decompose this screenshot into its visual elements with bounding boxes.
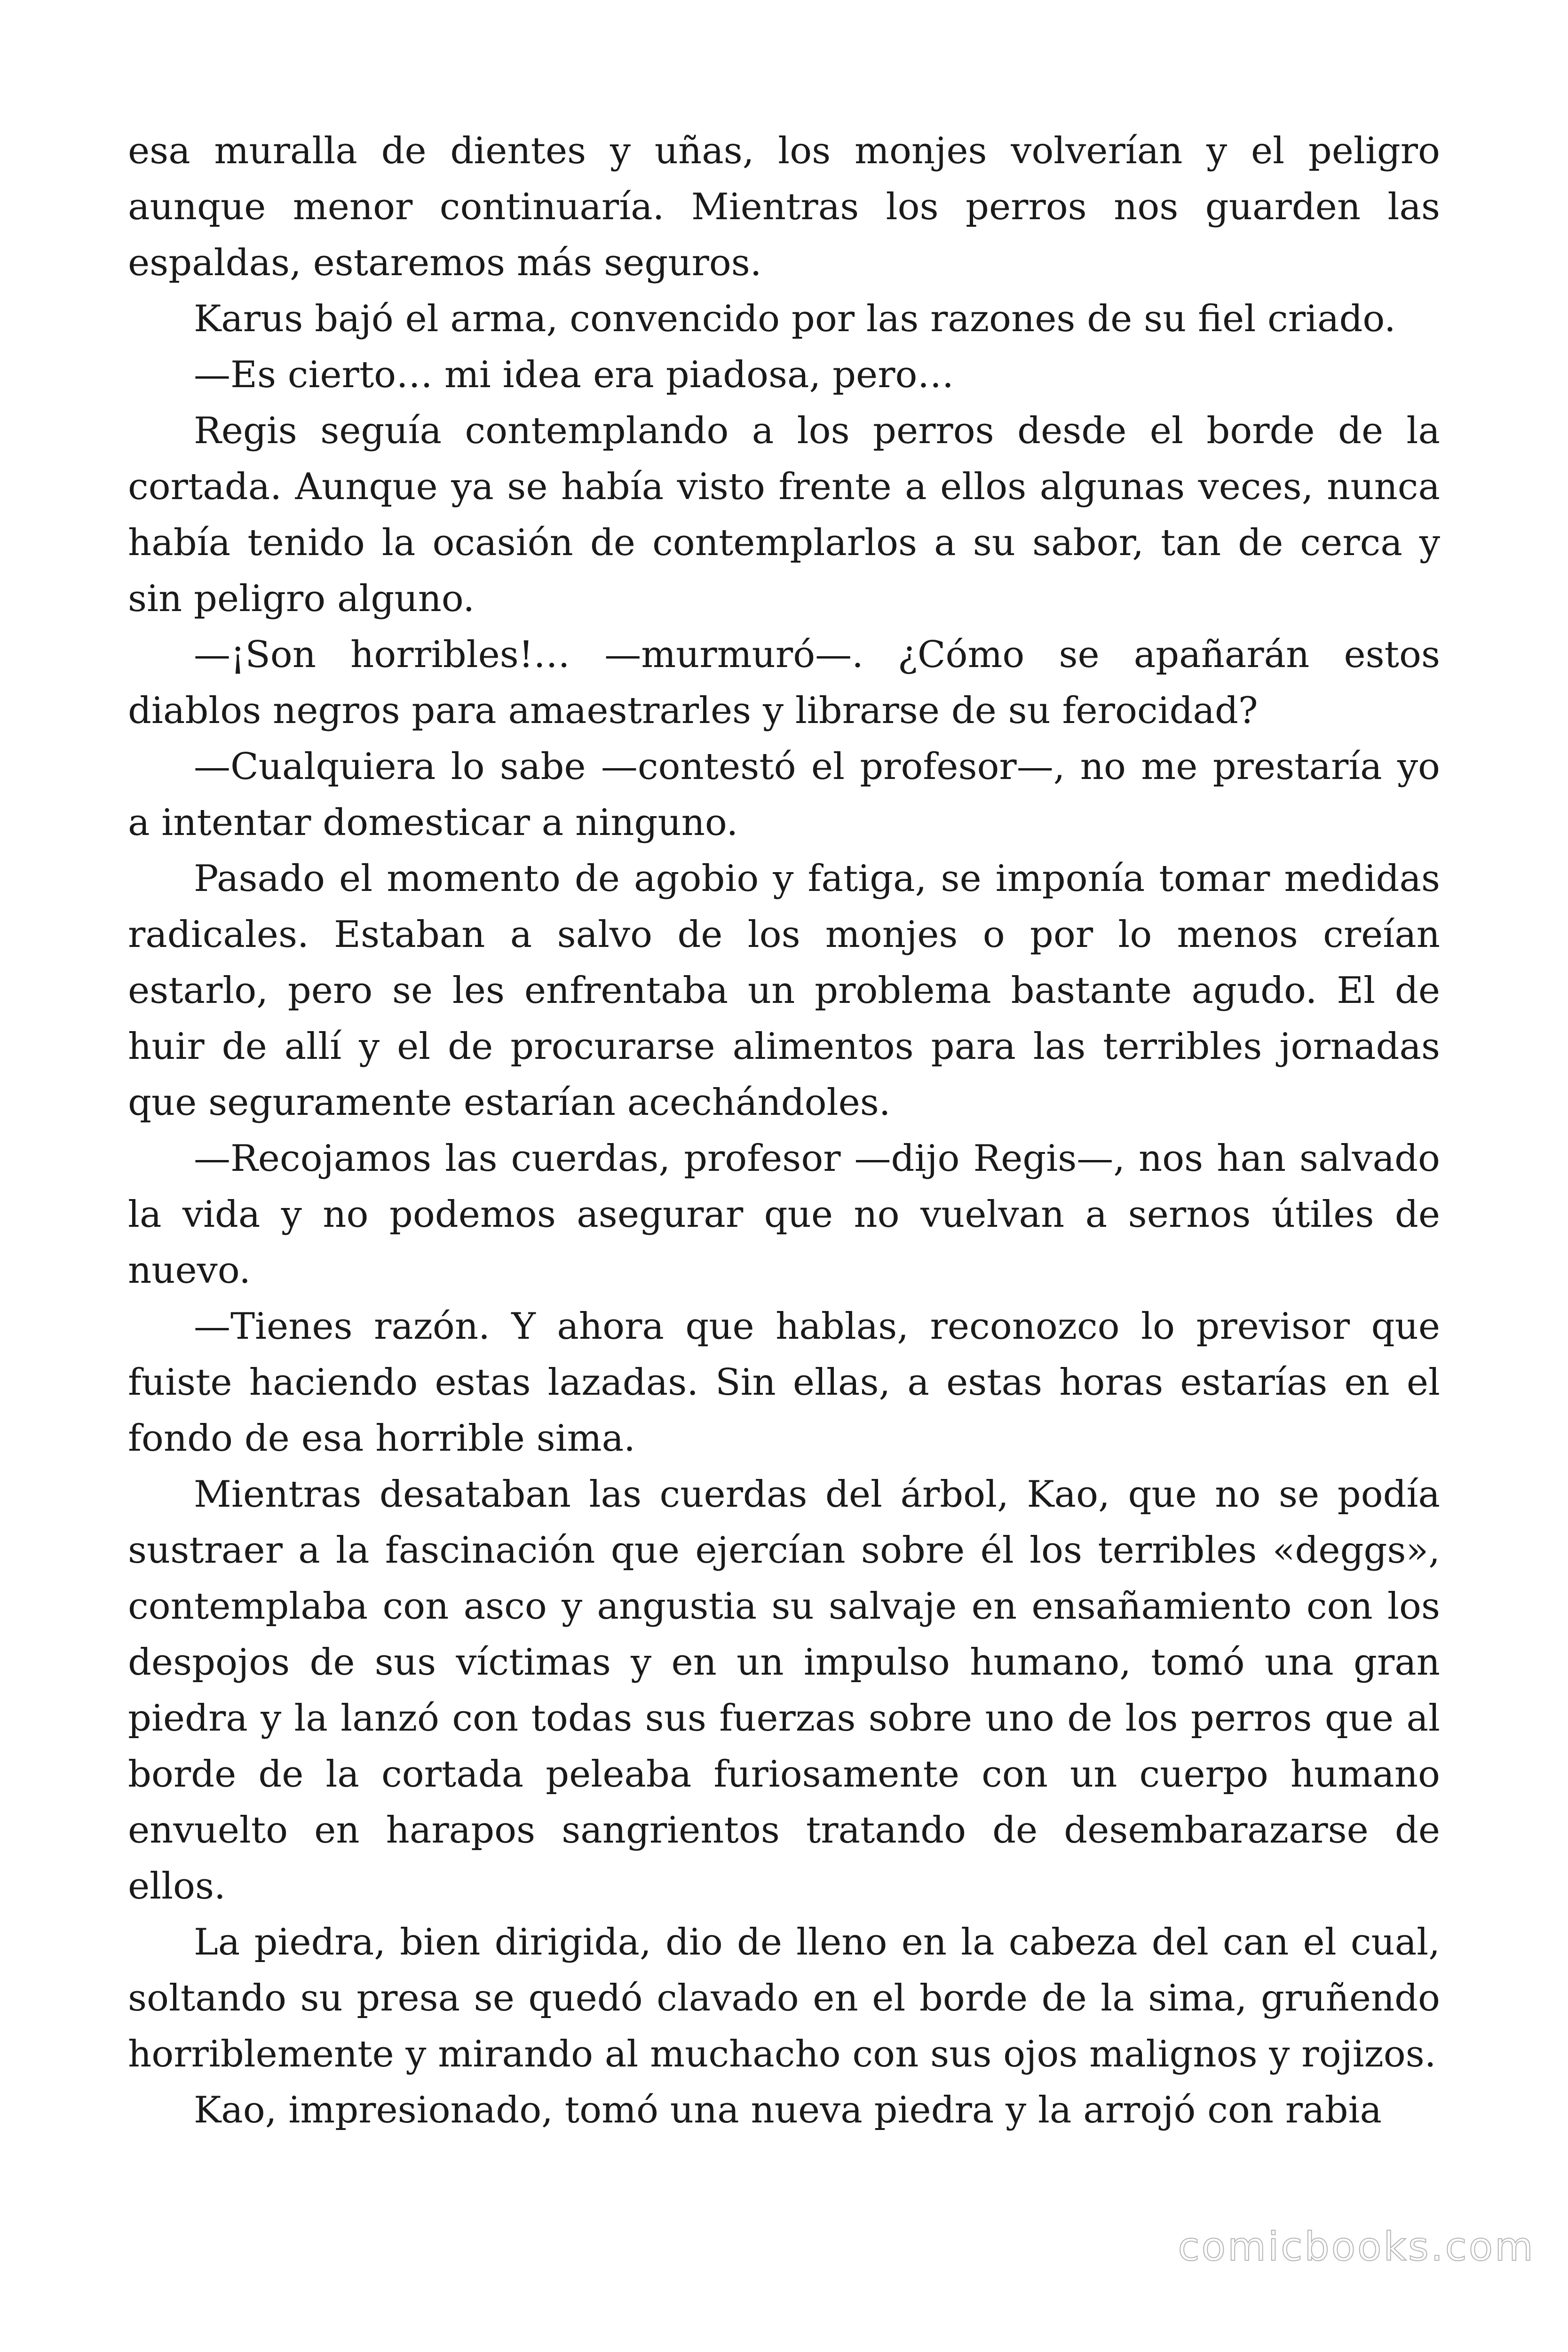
paragraph: —Tienes razón. Y ahora que hablas, reconozco lo previsor que fuiste haciendo estas lazadas. Sin ellas, a estas horas estarías en el fondo de esa horrible sima. bbox=[128, 1305, 1440, 1460]
paragraph: Karus bajó el arma, convencido por las razones de su fiel criado. bbox=[194, 298, 1396, 340]
paragraph: —Recojamos las cuerdas, profesor —dijo Regis—, nos han salvado la vida y no podemos asegurar que no vuelvan a sernos útiles de nuevo. bbox=[128, 1137, 1440, 1292]
paragraph: Mientras desataban las cuerdas del árbol, Kao, que no se podía sustraer a la fascinación que ejercían sobre él los terribles «deggs», contemplaba con asco y angustia su salvaje en ensañamiento con los despojos de sus víctimas y en un impulso humano, tomó una gran piedra y la lanzó con todas sus fuerzas sobre uno de los perros que al borde de la cortada peleaba furiosamente con un cuerpo humano envuelto en harapos sangrientos tratando de desembarazarse de ellos. bbox=[128, 1473, 1440, 1907]
paragraph: —Es cierto… mi idea era piadosa, pero… bbox=[194, 354, 954, 396]
paragraph: Kao, impresionado, tomó una nueva piedra y la arrojó con rabia bbox=[194, 2089, 1382, 2131]
paragraph: Regis seguía contemplando a los perros desde el borde de la cortada. Aunque ya se había visto frente a ellos algunas veces, nunca había tenido la ocasión de contemplarlos a su sabor, tan de cerca y sin peligro alguno. bbox=[128, 410, 1440, 620]
paragraph: —¡Son horribles!… —murmuró—. ¿Cómo se apañarán estos diablos negros para amaestrarles y librarse de su ferocidad? bbox=[128, 634, 1440, 732]
watermark: comicbooks.com bbox=[1178, 2224, 1535, 2270]
paragraph: La piedra, bien dirigida, dio de lleno en la cabeza del can el cual, soltando su presa se quedó clavado en el borde de la sima, gruñendo horriblemente y mirando al muchacho con sus ojos malignos y rojizos. bbox=[128, 1921, 1440, 2075]
paragraph: —Cualquiera lo sabe —contestó el profesor—, no me prestaría yo a intentar domesticar a ninguno. bbox=[128, 746, 1440, 844]
paragraph: esa muralla de dientes y uñas, los monjes volverían y el peligro aunque menor continuaría. Mientras los perros nos guarden las espaldas, estaremos más seguros. bbox=[128, 130, 1440, 284]
paragraph: Pasado el momento de agobio y fatiga, se imponía tomar medidas radicales. Estaban a salvo de los monjes o por lo menos creían estarlo, pero se les enfrentaba un problema bastante agudo. El de huir de allí y el de procurarse alimentos para las terribles jornadas que seguramente estarían acechándoles. bbox=[128, 858, 1440, 1124]
page-text-block bbox=[128, 123, 1440, 2268]
